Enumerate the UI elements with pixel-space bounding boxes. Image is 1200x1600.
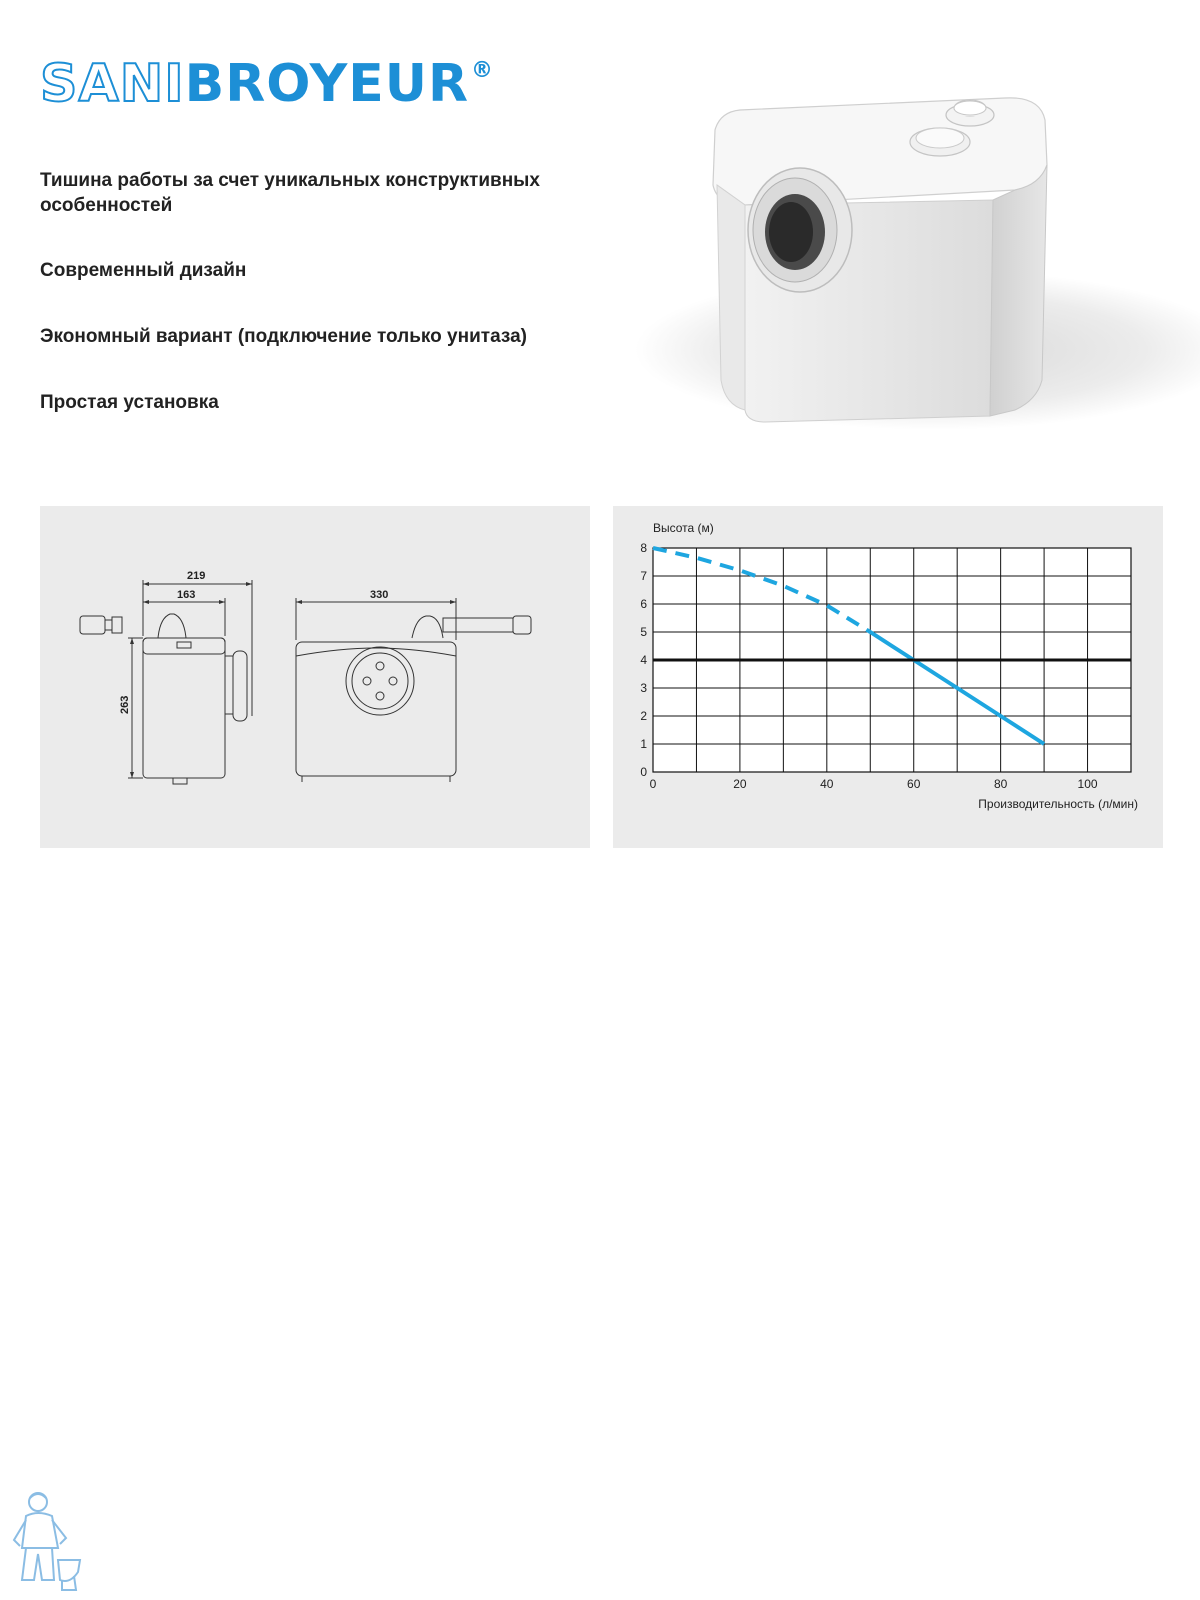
chart-x-tick-label: 20 [733, 777, 747, 791]
chart-x-tick-label: 80 [993, 777, 1008, 791]
dimension-label-330: 330 [370, 589, 389, 601]
chart-y-tick-label: 6 [640, 597, 647, 611]
dimension-drawing [40, 506, 590, 848]
feature-item: Простая установка [40, 392, 219, 413]
product-image [595, 70, 1200, 450]
chart-y-tick-label: 1 [640, 737, 647, 751]
dimension-label-219: 219 [187, 570, 206, 582]
plumber-mascot-image [8, 1488, 83, 1593]
feature-item: Современный дизайн [40, 260, 247, 281]
chart-y-tick-label: 7 [640, 569, 647, 583]
dimension-label-263: 263 [119, 695, 131, 714]
chart-x-tick-label: 100 [1077, 777, 1098, 791]
performance-chart-panel [613, 506, 1163, 848]
chart-y-axis-label: Высота (м) [653, 521, 714, 535]
chart-y-tick-label: 5 [640, 625, 647, 639]
chart-y-tick-label: 2 [640, 709, 647, 723]
chart-x-tick-label: 0 [649, 777, 657, 791]
dimension-drawing-panel [40, 506, 590, 848]
chart-y-tick-label: 4 [640, 653, 647, 667]
chart-x-tick-label: 60 [907, 777, 921, 791]
brand-logo [40, 54, 495, 114]
chart-y-tick-label: 3 [640, 681, 647, 695]
chart-x-axis-label: Производительность (л/мин) [978, 797, 1138, 811]
dimension-label-163: 163 [177, 589, 196, 601]
chart-x-tick-label: 40 [820, 777, 834, 791]
performance-chart [613, 506, 1163, 848]
feature-item: Тишина работы за счет уникальных конструктивных особенностей [40, 170, 540, 216]
feature-item: Экономный вариант (подключение только унитаза) [40, 326, 527, 347]
brand-logo-sani: SANI [40, 54, 185, 114]
chart-y-tick-label: 8 [640, 541, 647, 555]
registered-mark: ® [471, 58, 495, 83]
brand-logo-broyeur: BROYEUR [184, 54, 470, 114]
feature-list [40, 168, 600, 456]
chart-y-tick-label: 0 [640, 765, 647, 779]
